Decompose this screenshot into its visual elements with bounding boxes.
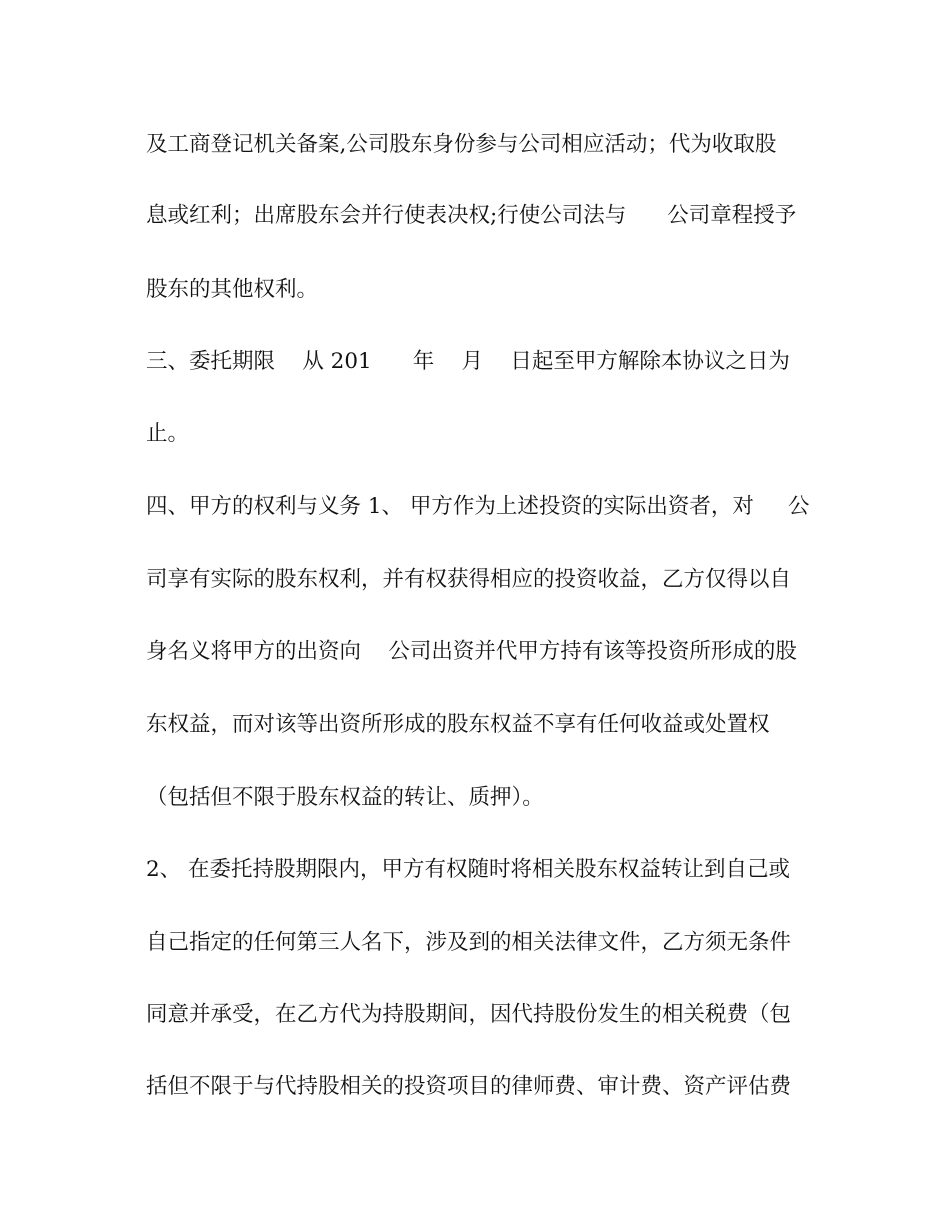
text-line: （包括但不限于股东权益的转让、质押）。 xyxy=(146,785,544,810)
text-line: 括但不限于与代持股相关的投资项目的律师费、审计费、资产评估费 xyxy=(146,1074,792,1099)
text-line: 同意并承受，在乙方代为持股期间，因代持股份发生的相关税费（包 xyxy=(146,1002,792,1027)
text-line: 股东的其他权利。 xyxy=(146,277,319,302)
text-line: 止。 xyxy=(146,421,190,446)
text-line: 及工商登记机关备案,公司股东身份参与公司相应活动；代为收取股 xyxy=(146,132,777,157)
text-line: 东权益，而对该等出资所形成的股东权益不享有任何收益或处置权 xyxy=(146,712,770,737)
text-line: 2、 在委托持股期限内，甲方有权随时将相关股东权益转让到自己或 xyxy=(146,857,791,882)
text-line: 三、委托期限 从 201 年 月 日起至甲方解除本协议之日为 xyxy=(146,349,790,374)
text-line: 息或红利；出席股东会并行使表决权;行使公司法与 公司章程授予 xyxy=(146,203,797,228)
text-line: 司享有实际的股东权利，并有权获得相应的投资收益，乙方仅得以自 xyxy=(146,567,792,592)
text-line: 身名义将甲方的出资向 公司出资并代甲方持有该等投资所形成的股 xyxy=(146,639,797,664)
text-line: 自己指定的任何第三人名下，涉及到的相关法律文件，乙方须无条件 xyxy=(146,930,792,955)
text-line: 四、甲方的权利与义务 1、 甲方作为上述投资的实际出资者，对 公 xyxy=(146,494,810,519)
